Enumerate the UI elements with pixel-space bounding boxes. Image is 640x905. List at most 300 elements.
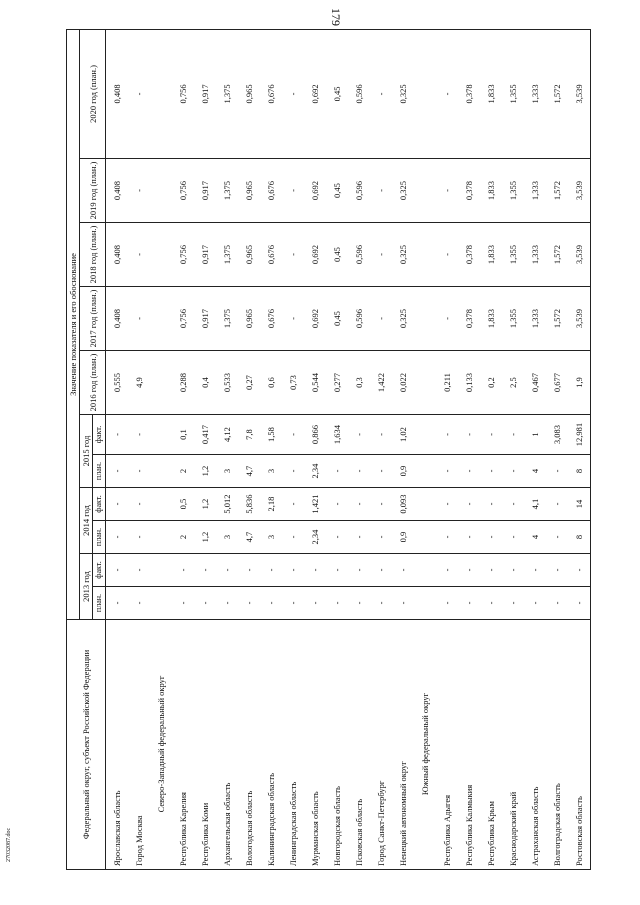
value-cell: - — [326, 488, 348, 521]
value-cell: - — [436, 287, 458, 351]
value-cell: 4,12 — [216, 415, 238, 455]
value-cell: - — [502, 521, 524, 554]
value-cell: 0,596 — [348, 159, 370, 223]
value-cell: - — [106, 554, 129, 587]
value-cell — [414, 455, 436, 488]
value-cell: 3 — [260, 521, 282, 554]
value-cell: - — [370, 521, 392, 554]
value-cell: - — [128, 287, 150, 351]
table-row — [238, 29, 260, 869]
value-cell: - — [172, 587, 194, 620]
value-cell: 0,325 — [392, 287, 414, 351]
district-name: Северо-Западный федеральный округ — [150, 620, 172, 870]
value-cell: 2,18 — [260, 488, 282, 521]
table-row — [326, 29, 348, 869]
value-cell: 0,417 — [194, 415, 216, 455]
value-cell: 0,676 — [260, 159, 282, 223]
value-cell — [414, 488, 436, 521]
header-2015: 2015 год — [80, 415, 93, 488]
value-cell — [150, 587, 172, 620]
value-cell — [150, 455, 172, 488]
value-cell: - — [282, 415, 304, 455]
value-cell: 1,833 — [480, 287, 502, 351]
value-cell — [150, 415, 172, 455]
value-cell: - — [128, 521, 150, 554]
value-cell: 0,544 — [304, 351, 326, 415]
value-cell: - — [128, 488, 150, 521]
value-cell: 0,325 — [392, 223, 414, 287]
region-name: Волгоградская область — [546, 620, 568, 870]
value-cell: 0,277 — [326, 351, 348, 415]
table-row — [216, 29, 238, 869]
value-cell: - — [458, 488, 480, 521]
header-2019: 2019 год (план.) — [80, 159, 106, 223]
region-name: Вологодская область — [238, 620, 260, 870]
value-cell: 0,45 — [326, 287, 348, 351]
value-cell: 7,8 — [238, 415, 260, 455]
value-cell — [150, 554, 172, 587]
value-cell: 0,917 — [194, 287, 216, 351]
table-row — [172, 29, 194, 869]
table-row — [392, 29, 414, 869]
value-cell: 0,965 — [238, 29, 260, 158]
value-cell: 0,3 — [348, 351, 370, 415]
region-name: Республика Крым — [480, 620, 502, 870]
value-cell: 2,34 — [304, 455, 326, 488]
region-name: Ленинградская область — [282, 620, 304, 870]
value-cell: 1,634 — [326, 415, 348, 455]
value-cell: - — [282, 287, 304, 351]
value-cell: - — [436, 29, 458, 158]
value-cell: - — [480, 415, 502, 455]
header-2014: 2014 год — [80, 488, 93, 554]
value-cell: - — [524, 587, 546, 620]
value-cell: 3 — [216, 521, 238, 554]
value-cell: - — [326, 521, 348, 554]
value-cell — [150, 159, 172, 223]
value-cell: - — [370, 287, 392, 351]
district-row — [150, 29, 172, 869]
value-cell: 1,572 — [546, 287, 568, 351]
table-row — [502, 29, 524, 869]
value-cell — [150, 521, 172, 554]
value-cell: - — [480, 488, 502, 521]
value-cell: 0,45 — [326, 29, 348, 158]
value-cell: - — [392, 587, 414, 620]
value-cell: 0,408 — [106, 223, 129, 287]
value-cell: 14 — [568, 488, 591, 521]
value-cell: 1,333 — [524, 223, 546, 287]
value-cell: - — [524, 554, 546, 587]
value-cell: - — [194, 554, 216, 587]
value-cell: - — [370, 488, 392, 521]
value-cell — [414, 415, 436, 455]
value-cell: 0,917 — [194, 223, 216, 287]
document-code: 27032087.doc — [6, 827, 12, 862]
value-cell: - — [480, 455, 502, 488]
value-cell: 1,375 — [216, 223, 238, 287]
value-cell — [150, 488, 172, 521]
value-cell — [414, 554, 436, 587]
header-2017: 2017 год (план.) — [80, 287, 106, 351]
value-cell: 0,211 — [436, 351, 458, 415]
value-cell: - — [128, 587, 150, 620]
value-cell: - — [128, 415, 150, 455]
region-name: Республика Коми — [194, 620, 216, 870]
value-cell: - — [282, 159, 304, 223]
value-cell: 0,676 — [260, 287, 282, 351]
value-cell: 3,539 — [568, 287, 591, 351]
value-cell: - — [370, 223, 392, 287]
table-row — [304, 29, 326, 869]
value-cell: - — [370, 455, 392, 488]
value-cell — [150, 287, 172, 351]
value-cell: 0,9 — [392, 455, 414, 488]
value-cell: 1,333 — [524, 29, 546, 158]
value-cell: - — [458, 554, 480, 587]
header-value-group: Значение показателя и его обоснование — [67, 29, 80, 619]
value-cell: - — [282, 455, 304, 488]
value-cell: - — [194, 587, 216, 620]
value-cell: 0,692 — [304, 159, 326, 223]
value-cell: - — [480, 554, 502, 587]
region-name: Астраханская область — [524, 620, 546, 870]
value-cell: - — [546, 587, 568, 620]
table-row — [128, 29, 150, 869]
value-cell: - — [568, 587, 591, 620]
value-cell: - — [370, 29, 392, 158]
value-cell: - — [106, 488, 129, 521]
value-cell — [414, 521, 436, 554]
value-cell — [150, 223, 172, 287]
value-cell: 0,917 — [194, 159, 216, 223]
table-row — [260, 29, 282, 869]
value-cell: 0,408 — [106, 287, 129, 351]
header-2013-fact: факт. — [93, 554, 106, 587]
value-cell: - — [128, 29, 150, 158]
value-cell: - — [436, 159, 458, 223]
value-cell: - — [502, 554, 524, 587]
value-cell: - — [282, 29, 304, 158]
value-cell: 0,756 — [172, 287, 194, 351]
value-cell: 4,7 — [238, 521, 260, 554]
value-cell: - — [348, 415, 370, 455]
header-2014-fact: факт. — [93, 488, 106, 521]
value-cell: 0,756 — [172, 29, 194, 158]
value-cell: 0,917 — [194, 29, 216, 158]
rotated-table-container — [66, 30, 626, 870]
value-cell: 1,422 — [370, 351, 392, 415]
region-name: Ненецкий автономный округ — [392, 620, 414, 870]
value-cell: 1,02 — [392, 415, 414, 455]
page-number: 179 — [329, 8, 343, 26]
value-cell: 0,676 — [260, 223, 282, 287]
value-cell: - — [502, 488, 524, 521]
header-2013: 2013 год — [80, 554, 93, 620]
value-cell — [414, 587, 436, 620]
value-cell: - — [238, 554, 260, 587]
value-cell: - — [348, 455, 370, 488]
value-cell: 1,355 — [502, 29, 524, 158]
value-cell: - — [436, 488, 458, 521]
value-cell: 0,533 — [216, 351, 238, 415]
region-name: Город Москва — [128, 620, 150, 870]
value-cell: 1,572 — [546, 159, 568, 223]
value-cell: - — [546, 488, 568, 521]
value-cell: - — [282, 554, 304, 587]
value-cell: - — [436, 521, 458, 554]
region-name: Республика Адыгея — [436, 620, 458, 870]
table-row — [480, 29, 502, 869]
value-cell — [150, 29, 172, 158]
header-2014-plan: план. — [93, 521, 106, 554]
value-cell: 2,34 — [304, 521, 326, 554]
value-cell: 0,45 — [326, 159, 348, 223]
table-row — [458, 29, 480, 869]
table-row — [436, 29, 458, 869]
value-cell: - — [546, 521, 568, 554]
value-cell: - — [106, 415, 129, 455]
value-cell: 0,596 — [348, 223, 370, 287]
value-cell: 0,965 — [238, 223, 260, 287]
value-cell: - — [282, 223, 304, 287]
value-cell: - — [502, 587, 524, 620]
value-cell: 1,355 — [502, 287, 524, 351]
value-cell: - — [282, 587, 304, 620]
table-body — [106, 29, 591, 869]
value-cell: - — [106, 521, 129, 554]
value-cell: 1,333 — [524, 159, 546, 223]
table-header — [67, 29, 106, 869]
value-cell: 1,355 — [502, 159, 524, 223]
value-cell: 0,692 — [304, 223, 326, 287]
value-cell: 0,2 — [480, 351, 502, 415]
value-cell: 3 — [260, 455, 282, 488]
value-cell: - — [216, 554, 238, 587]
value-cell: 0,73 — [282, 351, 304, 415]
value-cell: 0,5 — [172, 488, 194, 521]
table-row — [282, 29, 304, 869]
value-cell — [414, 29, 436, 158]
district-row — [414, 29, 436, 869]
value-cell: - — [370, 587, 392, 620]
value-cell: 0,378 — [458, 159, 480, 223]
value-cell: - — [326, 554, 348, 587]
region-name: Ярославская область — [106, 620, 129, 870]
value-cell: - — [436, 223, 458, 287]
value-cell: 4,9 — [128, 351, 150, 415]
district-name: Южный федеральный округ — [414, 620, 436, 870]
table-row — [568, 29, 591, 869]
value-cell: 1,2 — [194, 521, 216, 554]
table-row — [546, 29, 568, 869]
value-cell — [414, 351, 436, 415]
value-cell: 1,2 — [194, 455, 216, 488]
header-2015-fact: факт. — [93, 415, 106, 455]
value-cell: - — [106, 455, 129, 488]
value-cell: 8 — [568, 455, 591, 488]
value-cell: 0,378 — [458, 287, 480, 351]
value-cell: 2,5 — [502, 351, 524, 415]
value-cell: 1,833 — [480, 223, 502, 287]
value-cell: - — [458, 415, 480, 455]
value-cell: 8 — [568, 521, 591, 554]
region-name: Краснодарский край — [502, 620, 524, 870]
value-cell: 0,325 — [392, 29, 414, 158]
value-cell: 0,6 — [260, 351, 282, 415]
value-cell: 0,288 — [172, 351, 194, 415]
value-cell: 3,083 — [546, 415, 568, 455]
value-cell: 0,467 — [524, 351, 546, 415]
value-cell: - — [128, 554, 150, 587]
region-name: Калининградская область — [260, 620, 282, 870]
value-cell — [414, 159, 436, 223]
header-2016: 2016 год (план.) — [80, 351, 106, 415]
value-cell: 1,2 — [194, 488, 216, 521]
value-cell: - — [480, 521, 502, 554]
value-cell: 0,27 — [238, 351, 260, 415]
value-cell: - — [348, 587, 370, 620]
value-cell: 12,981 — [568, 415, 591, 455]
value-cell: - — [348, 488, 370, 521]
region-name: Новгородская область — [326, 620, 348, 870]
value-cell: - — [458, 455, 480, 488]
value-cell: - — [216, 587, 238, 620]
value-cell: 0,378 — [458, 223, 480, 287]
value-cell: 0,676 — [260, 29, 282, 158]
region-name: Республика Калмыкия — [458, 620, 480, 870]
value-cell — [414, 287, 436, 351]
value-cell: 0,756 — [172, 159, 194, 223]
value-cell: 2 — [172, 521, 194, 554]
value-cell: 2 — [172, 455, 194, 488]
value-cell: 0,378 — [458, 29, 480, 158]
value-cell: 1,833 — [480, 29, 502, 158]
value-cell: 1,375 — [216, 159, 238, 223]
header-2015-plan: план. — [93, 455, 106, 488]
value-cell: 0,692 — [304, 29, 326, 158]
value-cell: 1,833 — [480, 159, 502, 223]
value-cell: - — [392, 554, 414, 587]
value-cell: - — [348, 554, 370, 587]
value-cell: 4,7 — [238, 455, 260, 488]
value-cell: - — [348, 521, 370, 554]
value-cell: - — [128, 223, 150, 287]
value-cell: - — [546, 455, 568, 488]
value-cell: - — [436, 415, 458, 455]
value-cell: - — [546, 554, 568, 587]
value-cell: 0,756 — [172, 223, 194, 287]
value-cell: - — [458, 521, 480, 554]
value-cell: - — [436, 455, 458, 488]
value-cell: 0,4 — [194, 351, 216, 415]
value-cell: 1 — [524, 415, 546, 455]
value-cell: - — [480, 587, 502, 620]
value-cell: 3,539 — [568, 29, 591, 158]
region-name: Архангельская область — [216, 620, 238, 870]
value-cell: 0,965 — [238, 159, 260, 223]
value-cell: 1,9 — [568, 351, 591, 415]
header-2018: 2018 год (план.) — [80, 223, 106, 287]
value-cell: - — [128, 455, 150, 488]
table-row — [194, 29, 216, 869]
value-cell: - — [458, 587, 480, 620]
value-cell: - — [502, 415, 524, 455]
value-cell: - — [502, 455, 524, 488]
value-cell: 3,539 — [568, 223, 591, 287]
value-cell: - — [370, 159, 392, 223]
header-2013-plan: план. — [93, 587, 106, 620]
value-cell: - — [326, 587, 348, 620]
value-cell: - — [568, 554, 591, 587]
value-cell: - — [260, 554, 282, 587]
region-name: Республика Карелия — [172, 620, 194, 870]
value-cell — [414, 223, 436, 287]
value-cell: 1,421 — [304, 488, 326, 521]
value-cell: 3,539 — [568, 159, 591, 223]
value-cell: 0,9 — [392, 521, 414, 554]
value-cell: 0,1 — [172, 415, 194, 455]
value-cell: 0,093 — [392, 488, 414, 521]
value-cell: 1,355 — [502, 223, 524, 287]
value-cell: 1,375 — [216, 29, 238, 158]
value-cell: 0,677 — [546, 351, 568, 415]
value-cell: - — [106, 587, 129, 620]
value-cell: 4 — [524, 521, 546, 554]
value-cell: 0,866 — [304, 415, 326, 455]
value-cell: - — [436, 587, 458, 620]
value-cell: 5,012 — [216, 488, 238, 521]
value-cell: 1,58 — [260, 415, 282, 455]
value-cell: 0,45 — [326, 223, 348, 287]
value-cell: - — [304, 587, 326, 620]
value-cell: 4,1 — [524, 488, 546, 521]
table-row — [524, 29, 546, 869]
region-name: Мурманская область — [304, 620, 326, 870]
value-cell: - — [436, 554, 458, 587]
table-row — [348, 29, 370, 869]
value-cell: 1,572 — [546, 29, 568, 158]
value-cell: - — [370, 415, 392, 455]
value-cell: 0,325 — [392, 159, 414, 223]
value-cell: - — [326, 455, 348, 488]
header-region: Федеральный округ, субъект Российской Федерации — [67, 620, 106, 870]
value-cell: 0,596 — [348, 29, 370, 158]
value-cell: - — [260, 587, 282, 620]
value-cell: 5,836 — [238, 488, 260, 521]
indicator-table — [66, 29, 591, 870]
value-cell: 0,022 — [392, 351, 414, 415]
value-cell: 1,572 — [546, 223, 568, 287]
value-cell: 0,555 — [106, 351, 129, 415]
value-cell: - — [304, 554, 326, 587]
value-cell: - — [128, 159, 150, 223]
value-cell: - — [282, 521, 304, 554]
table-row — [370, 29, 392, 869]
table-row — [106, 29, 129, 869]
header-2020: 2020 год (план.) — [80, 29, 106, 158]
value-cell: 0,965 — [238, 287, 260, 351]
value-cell: 0,408 — [106, 159, 129, 223]
value-cell: 3 — [216, 455, 238, 488]
value-cell: 4 — [524, 455, 546, 488]
value-cell: 0,133 — [458, 351, 480, 415]
value-cell — [150, 351, 172, 415]
region-name: Ростовская область — [568, 620, 591, 870]
value-cell: 1,333 — [524, 287, 546, 351]
region-name: Псковская область — [348, 620, 370, 870]
value-cell: - — [172, 554, 194, 587]
